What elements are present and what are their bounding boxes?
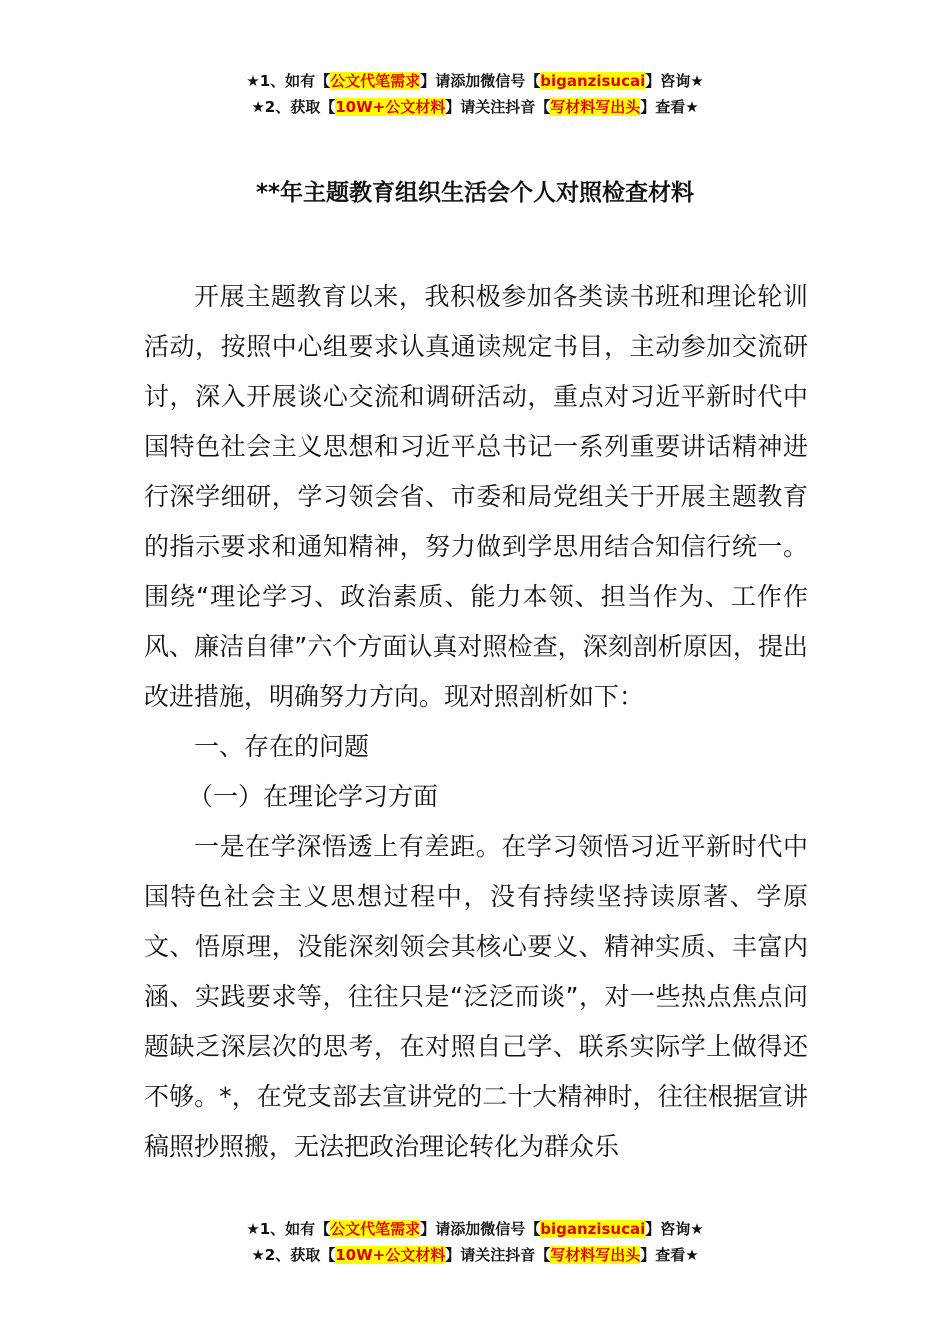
header-banner [0, 68, 950, 120]
banner-text: 】请添加微信号【 [420, 1220, 541, 1238]
banner-highlight: 写材料写出头 [550, 1246, 641, 1264]
banner-text: 】请添加微信号【 [420, 72, 541, 90]
banner-text: 】咨询★ [645, 72, 704, 90]
banner-highlight: 10W+公文材料 [335, 1246, 446, 1264]
banner-highlight: 写材料写出头 [550, 98, 641, 116]
banner-highlight: biganzisucai [540, 1220, 646, 1238]
paragraph-point-1: 一是在学深悟透上有差距。在学习领悟习近平新时代中国特色社会主义思想过程中，没有持续坚持读原著、学原文、悟原理，没能深刻领会其核心要义、精神实质、丰富内涵、实践要求等，往往只是“泛泛而谈”，对一些热点焦点问题缺乏深层次的思考，在对照自己学、联系实际学上做得还不够。*，在党支部去宣讲党的二十大精神时，往往根据宣讲稿照抄照搬，无法把政治理论转化为群众乐 [144, 832, 808, 1161]
banner-line-1 [0, 68, 950, 94]
banner-text: 】咨询★ [645, 1220, 704, 1238]
banner-highlight: 10W+公文材料 [335, 98, 446, 116]
banner-text: 】请关注抖音【 [445, 98, 551, 116]
banner-highlight: 公文代笔需求 [330, 72, 421, 90]
banner-text: ★1、如有【 [246, 72, 331, 90]
paragraph-intro: 开展主题教育以来，我积极参加各类读书班和理论轮训活动，按照中心组要求认真通读规定书目，主动参加交流研讨，深入开展谈心交流和调研活动，重点对习近平新时代中国特色社会主义思想和习近平总书记一系列重要讲话精神进行深学细研，学习领会省、市委和局党组关于开展主题教育的指示要求和通知精神，努力做到学思用结合知信行统一。围绕“理论学习、政治素质、能力本领、担当作为、工作作风、廉洁自律”六个方面认真对照检查，深刻剖析原因，提出改进措施，明确努力方向。现对照剖析如下： [144, 282, 808, 711]
footer-banner [0, 1216, 950, 1268]
banner-text: ★2、获取【 [251, 98, 336, 116]
banner-line-2 [0, 94, 950, 120]
banner-text: ★2、获取【 [251, 1246, 336, 1264]
heading-section-1: 一、存在的问题 [194, 732, 370, 761]
banner-text: ★1、如有【 [246, 1220, 331, 1238]
banner-line-2 [0, 1242, 950, 1268]
banner-highlight: biganzisucai [540, 72, 646, 90]
document-body [144, 272, 808, 1172]
document-title: **年主题教育组织生活会个人对照检查材料 [255, 180, 695, 206]
heading-subsection-1: （一）在理论学习方面 [188, 782, 439, 811]
banner-text: 】请关注抖音【 [445, 1246, 551, 1264]
banner-line-1 [0, 1216, 950, 1242]
banner-text: 】查看★ [640, 1246, 699, 1264]
banner-highlight: 公文代笔需求 [330, 1220, 421, 1238]
banner-text: 】查看★ [640, 98, 699, 116]
